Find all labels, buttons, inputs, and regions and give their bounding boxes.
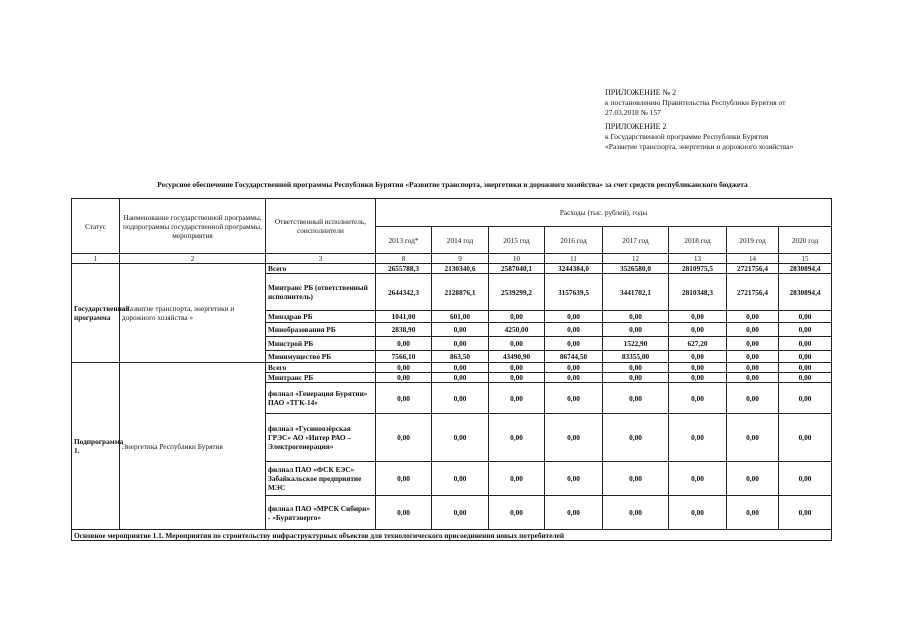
- expense-value-cell: 3526580,0: [603, 264, 669, 274]
- expense-value-cell: 0,00: [779, 323, 832, 337]
- executor-cell: филиал ПАО «МРСК Сибири» - «Бурятэнерго»: [266, 496, 376, 530]
- expense-value-cell: 3441702,1: [603, 274, 669, 311]
- expense-value-cell: 0,00: [489, 337, 545, 351]
- expense-value-cell: 0,00: [727, 351, 779, 363]
- expense-value-cell: 7566,10: [376, 351, 432, 363]
- expense-value-cell: 0,00: [727, 311, 779, 323]
- annex-2-block: [605, 122, 793, 152]
- program-section: [72, 264, 832, 363]
- expense-value-cell: 0,00: [545, 496, 603, 530]
- expense-value-cell: 0,00: [669, 323, 727, 337]
- expense-value-cell: 0,00: [545, 311, 603, 323]
- expense-value-cell: 0,00: [669, 311, 727, 323]
- expense-value-cell: 2810348,3: [669, 274, 727, 311]
- expense-value-cell: 0,00: [545, 363, 603, 373]
- header-name: Наименование государственной программы, подпрограммы государственной программы, мероприятия: [120, 199, 266, 254]
- expense-value-cell: 83355,00: [603, 351, 669, 363]
- expense-value-cell: 4250,00: [489, 323, 545, 337]
- expense-value-cell: 0,00: [432, 383, 489, 414]
- expense-value-cell: 0,00: [489, 462, 545, 496]
- annex-2-program: «Развитие транспорта, энергетики и дорожного хозяйства»: [605, 142, 794, 151]
- expense-value-cell: 0,00: [376, 496, 432, 530]
- column-index: 8: [376, 254, 432, 264]
- header-year: 2018 год: [669, 227, 727, 254]
- annex-1-title: ПРИЛОЖЕНИЕ № 2: [605, 88, 677, 97]
- subprogram-status: Подпрограмма 1.: [72, 363, 120, 530]
- annex-1-date: 27.03.2018 № 157: [605, 108, 661, 117]
- column-index: 11: [545, 254, 603, 264]
- program-status: Государственная программа: [72, 264, 120, 363]
- expense-value-cell: 0,00: [779, 373, 832, 383]
- expense-value-cell: 2721756,4: [727, 264, 779, 274]
- expense-value-cell: 0,00: [376, 373, 432, 383]
- expense-value-cell: 0,00: [779, 337, 832, 351]
- expense-value-cell: 2721756,4: [727, 274, 779, 311]
- header-year: 2015 год: [489, 227, 545, 254]
- subprogram-section: [72, 363, 832, 530]
- subprogram-name: Энергетика Республики Бурятия: [120, 363, 266, 530]
- expense-value-cell: 0,00: [779, 311, 832, 323]
- expense-value-cell: 0,00: [545, 414, 603, 462]
- annex-1-block: [605, 88, 785, 118]
- expense-value-cell: 627,20: [669, 337, 727, 351]
- expense-value-cell: 0,00: [779, 496, 832, 530]
- budget-table: [71, 198, 832, 541]
- expense-value-cell: 0,00: [779, 414, 832, 462]
- executor-cell: Минобразования РБ: [266, 323, 376, 337]
- expense-value-cell: 0,00: [727, 373, 779, 383]
- main-activity-row: [72, 530, 832, 541]
- expense-value-cell: 0,00: [727, 337, 779, 351]
- expense-value-cell: 86744,50: [545, 351, 603, 363]
- header-year: 2013 год*: [376, 227, 432, 254]
- expense-value-cell: 0,00: [727, 323, 779, 337]
- executor-cell: филиал «Генерация Бурятии» ПАО «ТГК-14»: [266, 383, 376, 414]
- expense-value-cell: 0,00: [727, 462, 779, 496]
- expense-value-cell: 2655788,3: [376, 264, 432, 274]
- expense-value-cell: 0,00: [489, 311, 545, 323]
- executor-cell: Минимущество РБ: [266, 351, 376, 363]
- header-executor: Ответственный исполнитель, соисполнители: [266, 199, 376, 254]
- expense-value-cell: 1522,90: [603, 337, 669, 351]
- column-index: 1: [72, 254, 120, 264]
- header-year: 2016 год: [545, 227, 603, 254]
- expense-value-cell: 0,00: [545, 462, 603, 496]
- column-index: 14: [727, 254, 779, 264]
- document-title: Ресурсное обеспечение Государственной программы Республики Бурятия «Развитие транспорта, энергетики и дорожного хозяйства» за счет средств республиканского бюджета: [157, 180, 748, 189]
- expense-value-cell: 0,00: [603, 462, 669, 496]
- expense-value-cell: 601,00: [432, 311, 489, 323]
- executor-cell: Минтранс РБ (ответственный исполнитель): [266, 274, 376, 311]
- expense-value-cell: 2830894,4: [779, 264, 832, 274]
- expense-value-cell: 0,00: [432, 337, 489, 351]
- main-activity-label: Основное мероприятие 1.1. Мероприятия по строительству инфраструктурных объектов для технологического присоединения новых потребителей: [72, 530, 832, 541]
- expense-value-cell: 2830894,4: [779, 274, 832, 311]
- column-index: 9: [432, 254, 489, 264]
- expense-value-cell: 0,00: [669, 383, 727, 414]
- program-row: [72, 264, 832, 274]
- expense-value-cell: 2128876,1: [432, 274, 489, 311]
- expense-value-cell: 2644342,3: [376, 274, 432, 311]
- expense-value-cell: 0,00: [489, 363, 545, 373]
- expense-value-cell: 0,00: [545, 373, 603, 383]
- expense-value-cell: 0,00: [432, 414, 489, 462]
- column-index: 12: [603, 254, 669, 264]
- column-index: 10: [489, 254, 545, 264]
- executor-cell: филиал «Гусиноозёрская ГРЭС» АО «Интер РАО – Электрогенерация»: [266, 414, 376, 462]
- expense-value-cell: 0,00: [669, 363, 727, 373]
- expense-value-cell: 0,00: [779, 383, 832, 414]
- column-index: 13: [669, 254, 727, 264]
- annex-2-line: к Государственной программе Республики Бурятия: [605, 132, 769, 141]
- executor-cell: Всего: [266, 363, 376, 373]
- expense-value-cell: 0,00: [432, 323, 489, 337]
- subprogram-row: [72, 363, 832, 373]
- expense-value-cell: 0,00: [727, 496, 779, 530]
- expense-value-cell: 2838,90: [376, 323, 432, 337]
- expense-value-cell: 863,50: [432, 351, 489, 363]
- expense-value-cell: 0,00: [669, 373, 727, 383]
- expense-value-cell: 2539299,2: [489, 274, 545, 311]
- executor-cell: Минздрав РБ: [266, 311, 376, 323]
- expense-value-cell: 0,00: [376, 383, 432, 414]
- table-footer: [72, 530, 832, 541]
- header-year: 2019 год: [727, 227, 779, 254]
- expense-value-cell: 0,00: [669, 496, 727, 530]
- column-index: 3: [266, 254, 376, 264]
- expense-value-cell: 2587040,1: [489, 264, 545, 274]
- expense-value-cell: 0,00: [727, 363, 779, 373]
- table-header: [72, 199, 832, 264]
- header-year: 2017 год: [603, 227, 669, 254]
- executor-cell: Минтранс РБ: [266, 373, 376, 383]
- executor-cell: Всего: [266, 264, 376, 274]
- expense-value-cell: 0,00: [779, 351, 832, 363]
- executor-cell: Минстрой РБ: [266, 337, 376, 351]
- expense-value-cell: 0,00: [603, 323, 669, 337]
- header-year: 2020 год: [779, 227, 832, 254]
- expense-value-cell: 0,00: [376, 337, 432, 351]
- expense-value-cell: 0,00: [603, 414, 669, 462]
- expense-value-cell: 0,00: [603, 373, 669, 383]
- program-name: «Развитие транспорта, энергетики и дорожного хозяйства »: [120, 264, 266, 363]
- expense-value-cell: 0,00: [376, 414, 432, 462]
- header-year: 2014 год: [432, 227, 489, 254]
- expense-value-cell: 0,00: [727, 383, 779, 414]
- expense-value-cell: 2810975,5: [669, 264, 727, 274]
- expense-value-cell: 0,00: [489, 383, 545, 414]
- expense-value-cell: 0,00: [779, 363, 832, 373]
- expense-value-cell: 0,00: [727, 414, 779, 462]
- expense-value-cell: 0,00: [779, 462, 832, 496]
- expense-value-cell: 0,00: [545, 383, 603, 414]
- expense-value-cell: 0,00: [489, 496, 545, 530]
- column-index: 15: [779, 254, 832, 264]
- expense-value-cell: 0,00: [603, 311, 669, 323]
- expense-value-cell: 0,00: [603, 363, 669, 373]
- expense-value-cell: 0,00: [489, 373, 545, 383]
- expense-value-cell: 0,00: [545, 323, 603, 337]
- column-index-row: [72, 254, 832, 264]
- expense-value-cell: 43490,90: [489, 351, 545, 363]
- expense-value-cell: 0,00: [669, 351, 727, 363]
- expense-value-cell: 0,00: [489, 414, 545, 462]
- expense-value-cell: 0,00: [432, 373, 489, 383]
- header-status: Статус: [72, 199, 120, 254]
- expense-value-cell: 3244384,0: [545, 264, 603, 274]
- expense-value-cell: 1041,00: [376, 311, 432, 323]
- annex-2-title: ПРИЛОЖЕНИЕ 2: [605, 122, 667, 131]
- expense-value-cell: 0,00: [376, 363, 432, 373]
- expense-value-cell: 0,00: [669, 462, 727, 496]
- expense-value-cell: 0,00: [603, 496, 669, 530]
- executor-cell: филиал ПАО «ФСК ЕЭС» Забайкальское предприятие МЭС: [266, 462, 376, 496]
- expense-value-cell: 0,00: [432, 363, 489, 373]
- expense-value-cell: 3157639,5: [545, 274, 603, 311]
- expense-value-cell: 0,00: [432, 462, 489, 496]
- header-expenses: Расходы (тыс. рублей), годы: [376, 199, 832, 227]
- expense-value-cell: 0,00: [376, 462, 432, 496]
- annex-1-line: к постановлению Правительства Республики Бурятия от: [605, 98, 786, 107]
- expense-value-cell: 0,00: [669, 414, 727, 462]
- expense-value-cell: 0,00: [545, 337, 603, 351]
- expense-value-cell: 2130340,6: [432, 264, 489, 274]
- expense-value-cell: 0,00: [432, 496, 489, 530]
- column-index: 2: [120, 254, 266, 264]
- expense-value-cell: 0,00: [603, 383, 669, 414]
